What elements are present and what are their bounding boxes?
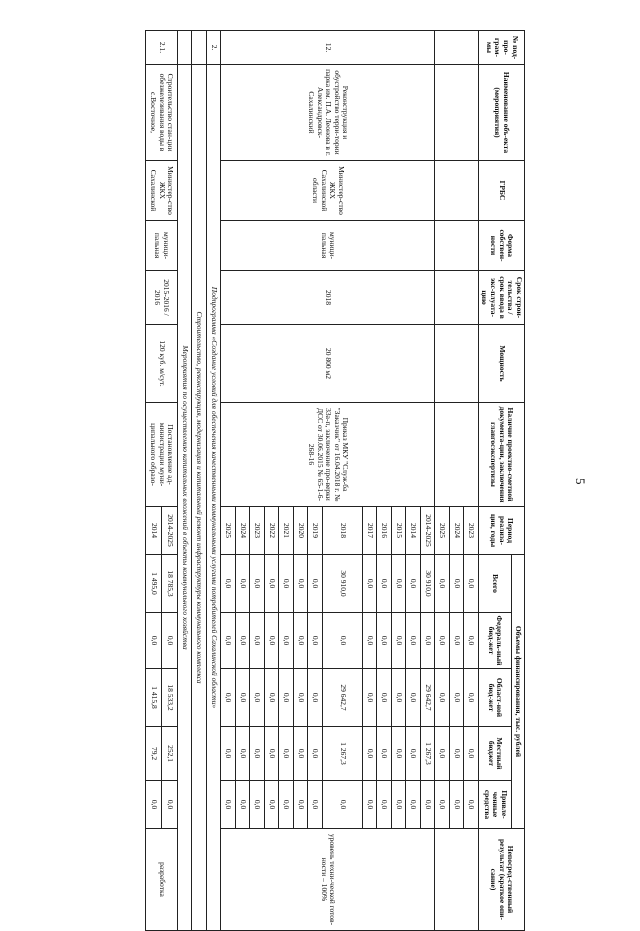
financing-table-sheet	[145, 30, 525, 926]
prev-item-cell	[435, 65, 479, 161]
total-cell: 0,0	[293, 555, 308, 613]
fed-cell: 0,0	[264, 613, 279, 669]
obl-cell: 0,0	[449, 669, 464, 727]
period-cell: 2022	[264, 507, 279, 555]
fed-cell: 0,0	[308, 613, 323, 669]
obl-cell: 0,0	[362, 669, 377, 727]
total-cell: 0,0	[464, 555, 479, 613]
local-cell: 252,1	[161, 727, 177, 781]
extra-cell: 0,0	[235, 781, 250, 829]
extra-cell: 0,0	[161, 781, 177, 829]
local-cell: 0,0	[250, 727, 265, 781]
item-number: 12.	[221, 31, 435, 65]
table-row	[464, 31, 479, 931]
extra-cell: 0,0	[250, 781, 265, 829]
extra-cell: 0,0	[308, 781, 323, 829]
total-cell: 0,0	[362, 555, 377, 613]
item-form: муници-пальная	[221, 221, 435, 271]
table-row	[420, 31, 435, 931]
extra-cell: 0,0	[406, 781, 421, 829]
local-cell: 0,0	[279, 727, 294, 781]
extra-cell: 0,0	[391, 781, 406, 829]
local-cell: 79,2	[145, 727, 161, 781]
section-title: Строительство, реконструкция, модернизация и капитальный ремонт инфраструктуры коммунального комплекса	[192, 65, 207, 931]
total-cell: 0,0	[449, 555, 464, 613]
extra-cell: 0,0	[362, 781, 377, 829]
total-cell: 30 910,0	[322, 555, 362, 613]
item-result: уровень техни-ческой готов-ности – 100%	[221, 829, 435, 931]
prev-item-cell	[435, 31, 479, 65]
prev-item-cell	[435, 221, 479, 271]
fed-cell: 0,0	[293, 613, 308, 669]
fed-cell: 0,0	[449, 613, 464, 669]
local-cell: 0,0	[293, 727, 308, 781]
period-cell: 2024	[449, 507, 464, 555]
fed-cell: 0,0	[391, 613, 406, 669]
local-cell: 0,0	[435, 727, 450, 781]
total-cell: 0,0	[250, 555, 265, 613]
fed-cell: 0,0	[420, 613, 435, 669]
extra-cell: 0,0	[449, 781, 464, 829]
col-docs-header: Наличие проектно-сметной документа-ции, заключения главгосэкспертизы	[478, 403, 524, 507]
fed-cell: 0,0	[250, 613, 265, 669]
extra-cell: 0,0	[279, 781, 294, 829]
extra-cell: 0,0	[377, 781, 392, 829]
total-cell: 1 495,0	[145, 555, 161, 613]
item-power: 20 800 м2	[221, 325, 435, 403]
fed-cell: 0,0	[161, 613, 177, 669]
obl-cell: 0,0	[235, 669, 250, 727]
extra-cell: 0,0	[435, 781, 450, 829]
col-form-header: Форма собствен-ности	[478, 221, 524, 271]
period-cell: 2014	[145, 507, 161, 555]
total-cell: 18 785,3	[161, 555, 177, 613]
obl-cell: 0,0	[221, 669, 236, 727]
local-cell: 0,0	[235, 727, 250, 781]
local-cell: 0,0	[264, 727, 279, 781]
fed-cell: 0,0	[145, 613, 161, 669]
obl-cell: 0,0	[464, 669, 479, 727]
period-cell: 2018	[322, 507, 362, 555]
obl-cell: 0,0	[293, 669, 308, 727]
period-cell: 2023	[250, 507, 265, 555]
col-result-header: Непосред-ственный результат (краткое опи-сание)	[478, 829, 524, 931]
total-cell: 0,0	[221, 555, 236, 613]
local-cell: 0,0	[391, 727, 406, 781]
extra-cell: 0,0	[322, 781, 362, 829]
fed-cell: 0,0	[235, 613, 250, 669]
obl-cell: 0,0	[391, 669, 406, 727]
col-num-header: № под-про-грам-мы	[478, 31, 524, 65]
col-local-header: Местный бюджет	[478, 727, 511, 781]
col-fed-header: Федераль-ный бюд-жет	[478, 613, 511, 669]
subprogram-row	[206, 31, 221, 931]
period-cell: 2015	[391, 507, 406, 555]
local-cell: 0,0	[377, 727, 392, 781]
measures-num-cell	[177, 31, 192, 65]
section-row	[192, 31, 207, 931]
local-cell: 1 267,3	[322, 727, 362, 781]
period-cell: 2017	[362, 507, 377, 555]
extra-cell: 0,0	[464, 781, 479, 829]
obl-cell: 0,0	[435, 669, 450, 727]
item-srok: 2018	[221, 271, 435, 325]
fed-cell: 0,0	[406, 613, 421, 669]
subprogram-title: Подпрограмма «Создание условий для обеспечения качественными коммунальными услугами потребителей Сахалинской области»	[206, 65, 221, 931]
prev-item-cell	[435, 271, 479, 325]
financing-table	[145, 30, 525, 931]
obl-cell: 0,0	[377, 669, 392, 727]
obl-cell: 1 415,8	[145, 669, 161, 727]
period-cell: 2019	[308, 507, 323, 555]
section-num-cell	[192, 31, 207, 65]
extra-cell: 0,0	[221, 781, 236, 829]
period-cell: 2024	[235, 507, 250, 555]
prev-item-cell	[435, 325, 479, 403]
fed-cell: 0,0	[464, 613, 479, 669]
total-cell: 0,0	[235, 555, 250, 613]
subprogram-number: 2.	[206, 31, 221, 65]
total-cell: 30 910,0	[420, 555, 435, 613]
local-cell: 0,0	[308, 727, 323, 781]
col-volume-header: Объемы финансирования, тыс. рублей	[511, 555, 524, 829]
total-cell: 0,0	[435, 555, 450, 613]
item-number: 2.1.	[145, 31, 177, 65]
obl-cell: 29 642,7	[420, 669, 435, 727]
header-row-1	[511, 31, 524, 931]
item-result: разработка	[145, 829, 177, 931]
col-grbs-header: ГРБС	[478, 161, 524, 221]
item-name: Строительство стан-ции обезжелезивания воды в с.Восточное,	[145, 65, 177, 161]
extra-cell: 0,0	[420, 781, 435, 829]
local-cell: 0,0	[449, 727, 464, 781]
col-power-header: Мощность	[478, 325, 524, 403]
fed-cell: 0,0	[377, 613, 392, 669]
fed-cell: 0,0	[322, 613, 362, 669]
period-cell: 2025	[435, 507, 450, 555]
item-docs: Постановление ад-министрации муни-ципального образо-	[145, 403, 177, 507]
period-cell: 2025	[221, 507, 236, 555]
local-cell: 0,0	[362, 727, 377, 781]
table-row	[161, 31, 177, 931]
col-extra-header: Привле-ченные средства	[478, 781, 511, 829]
local-cell: 0,0	[406, 727, 421, 781]
page-number: 5	[573, 478, 588, 485]
measures-row	[177, 31, 192, 931]
extra-cell: 0,0	[145, 781, 161, 829]
period-cell: 2014-2025	[420, 507, 435, 555]
item-grbs: Министер-ство ЖКХ Сахалинской области	[221, 161, 435, 221]
item-form: муници-пальная	[145, 221, 177, 271]
total-cell: 0,0	[279, 555, 294, 613]
item-grbs: Министер-ство ЖКХ Сахалинской	[145, 161, 177, 221]
period-cell: 2020	[293, 507, 308, 555]
prev-item-cell	[435, 161, 479, 221]
extra-cell: 0,0	[293, 781, 308, 829]
extra-cell: 0,0	[264, 781, 279, 829]
local-cell: 0,0	[464, 727, 479, 781]
col-total-header: Всего	[478, 555, 511, 613]
obl-cell: 18 533,2	[161, 669, 177, 727]
col-name-header: Наименование объ-екта (мероприятия)	[478, 65, 524, 161]
obl-cell: 0,0	[279, 669, 294, 727]
col-period-header: Период реализа-ции, годы	[478, 507, 524, 555]
item-name: Реконструкция и обустройство терри-тории парка им. П.А. Леонова в г. Александровск-Сахалинский	[221, 65, 435, 161]
period-cell: 2014	[406, 507, 421, 555]
obl-cell: 0,0	[264, 669, 279, 727]
total-cell: 0,0	[308, 555, 323, 613]
total-cell: 0,0	[377, 555, 392, 613]
period-cell: 2014-2025	[161, 507, 177, 555]
fed-cell: 0,0	[279, 613, 294, 669]
period-cell: 2016	[377, 507, 392, 555]
total-cell: 0,0	[391, 555, 406, 613]
fed-cell: 0,0	[362, 613, 377, 669]
total-cell: 0,0	[406, 555, 421, 613]
item-power: 120 куб. м/сут.	[145, 325, 177, 403]
fed-cell: 0,0	[435, 613, 450, 669]
local-cell: 1 267,3	[420, 727, 435, 781]
period-cell: 2023	[464, 507, 479, 555]
obl-cell: 0,0	[308, 669, 323, 727]
col-srok-header: Срок строи-тельства / срок ввода в экс-плуата-цию	[478, 271, 524, 325]
item-srok: 2015-2016 / 2016	[145, 271, 177, 325]
col-obl-header: Област-ной бюд-жет	[478, 669, 511, 727]
obl-cell: 0,0	[406, 669, 421, 727]
prev-item-cell	[435, 403, 479, 507]
measures-title: Мероприятия по осуществлению капитальных вложений в объекты коммунального хозяйства	[177, 65, 192, 931]
prev-item-result	[435, 829, 479, 931]
total-cell: 0,0	[264, 555, 279, 613]
obl-cell: 29 642,7	[322, 669, 362, 727]
obl-cell: 0,0	[250, 669, 265, 727]
local-cell: 0,0	[221, 727, 236, 781]
item-docs: Приказ МКУ "Служ-ба "Заказчик" от 16.04.2018 г. № 33а-п, заключение про-верки ДСС от 30.06.2015 № 65-1-6-268-16	[221, 403, 435, 507]
period-cell: 2021	[279, 507, 294, 555]
fed-cell: 0,0	[221, 613, 236, 669]
